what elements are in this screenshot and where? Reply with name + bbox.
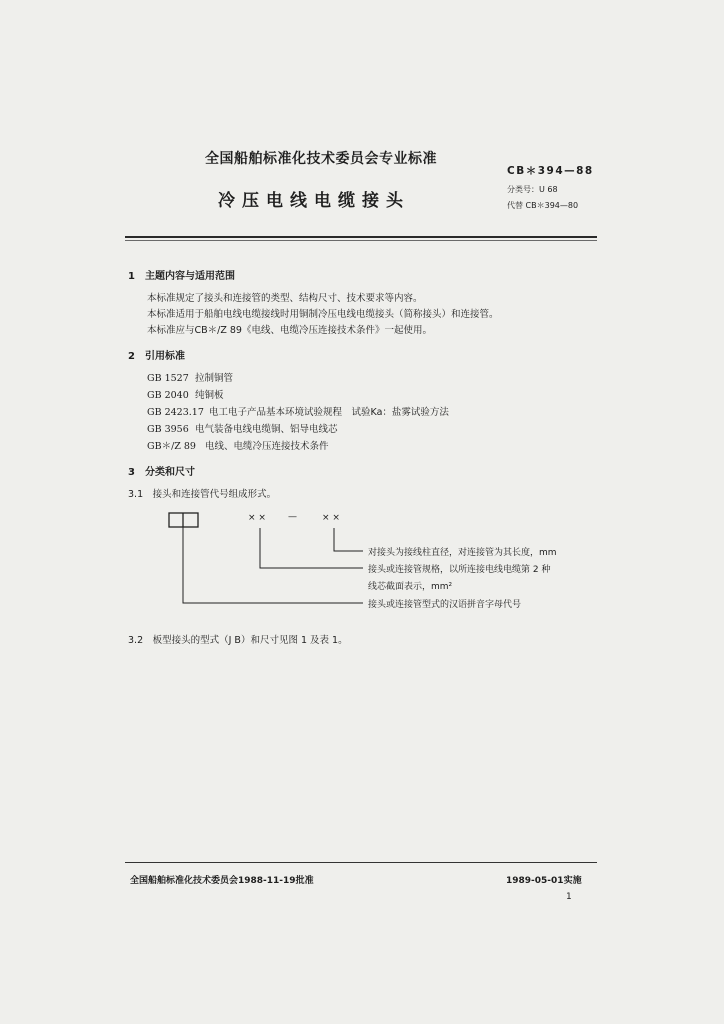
section-2-heading: 2 引用标准 <box>128 351 185 362</box>
leader-line-diameter <box>334 528 363 551</box>
section-1-paragraph-2: 本标准适用于船舶电线电缆接线时用铜制冷压电线电缆接头（简称接头）和连接管。 <box>147 309 499 320</box>
diagram-note-diameter: 对接头为接线柱直径，对连接管为其长度，mm <box>368 548 557 558</box>
standard-code: CB＊394—88 <box>507 165 594 177</box>
section-3-1-text: 3.1 接头和连接管代号组成形式。 <box>128 489 277 500</box>
effective-date: 1989-05-01实施 <box>506 876 582 886</box>
reference-title: 纯铜板 <box>195 390 224 401</box>
reference-code: GB 2040 <box>147 390 189 401</box>
approval-line: 全国船舶标准化技术委员会1988-11-19批准 <box>130 876 314 886</box>
footer-rule <box>125 862 597 863</box>
section-3-2-text: 3.2 板型接头的型式（J B）和尺寸见图 1 及表 1。 <box>128 635 348 646</box>
code-dash: — <box>288 512 297 522</box>
spec-placeholder: × × <box>248 513 266 523</box>
section-1-paragraph-1: 本标准规定了接头和连接管的类型、结构尺寸、技术要求等内容。 <box>147 293 423 304</box>
reference-title: 拉制铜管 <box>195 373 234 384</box>
section-1-heading: 1 主题内容与适用范围 <box>128 271 235 282</box>
section-3-heading: 3 分类和尺寸 <box>128 467 195 478</box>
diagram-note-spec-unit: 线芯截面表示，mm² <box>368 582 453 592</box>
reference-code: GB 3956 <box>147 424 189 435</box>
diagram-note-type-code: 接头或连接管型式的汉语拼音字母代号 <box>368 600 522 610</box>
reference-title: 电线、电缆冷压连接技术条件 <box>205 441 329 452</box>
reference-code: GB 1527 <box>147 373 189 384</box>
leader-line-spec <box>260 528 363 568</box>
classification-number: 分类号：U 68 <box>507 185 558 194</box>
reference-title: 电气装备电线电缆铜、铝导电线芯 <box>195 424 338 435</box>
document-title: 冷压电线电缆接头 <box>218 191 410 211</box>
section-1-paragraph-3: 本标准应与CB＊/Z 89《电线、电缆冷压连接技术条件》一起使用。 <box>147 325 432 336</box>
issuing-organization: 全国船舶标准化技术委员会专业标准 <box>205 151 437 167</box>
reference-code: GB 2423.17 <box>147 407 204 418</box>
reference-title: 电工电子产品基本环境试验规程 试验Ka：盐雾试验方法 <box>209 407 449 418</box>
leader-line-type-code <box>183 527 363 603</box>
page-number: 1 <box>566 892 572 902</box>
diameter-placeholder: × × <box>322 513 340 523</box>
diagram-note-spec: 接头或连接管规格，以所连接电线电缆第 2 种 <box>368 565 551 575</box>
reference-code: GB＊/Z 89 <box>147 441 196 452</box>
replaces-standard: 代替 CB＊394—80 <box>507 201 579 210</box>
